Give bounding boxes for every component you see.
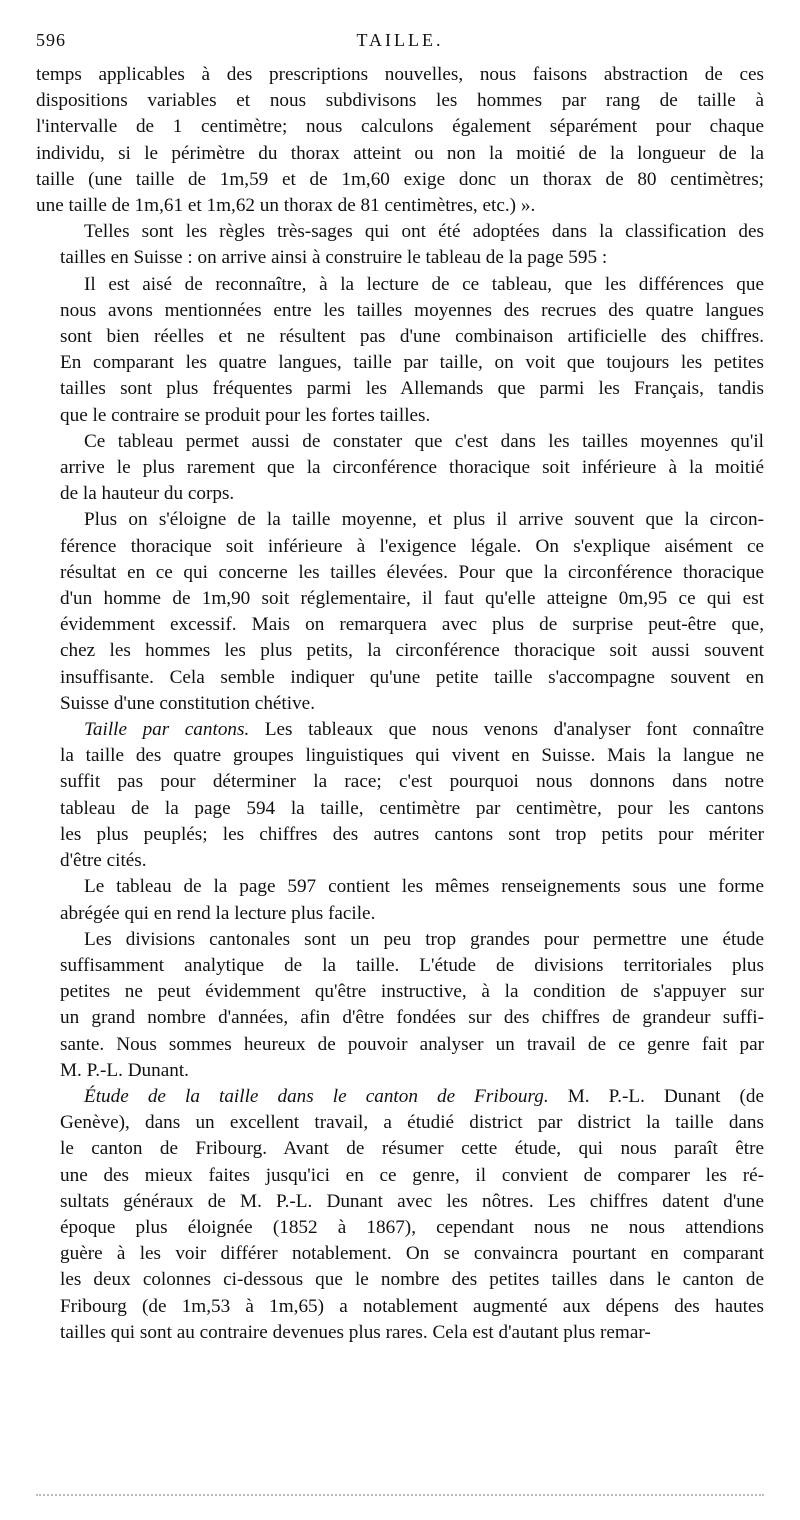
paragraph <box>36 429 764 508</box>
text-line: dispositions variables et nous subdivisons les hommes par rang de taille à <box>36 90 764 112</box>
text-line: un grand nombre d'années, afin d'être fondées sur des chiffres de grandeur suffi- <box>60 1007 764 1029</box>
text-line <box>36 717 764 743</box>
text-line: sont bien réelles et ne résultent pas d'une combinaison artificielle des chiffres. <box>60 326 764 348</box>
text-line: une taille de 1m,61 et 1m,62 un thorax de 81 centimètres, etc.) ». <box>36 195 536 217</box>
text-line: tailles qui sont au contraire devenues plus rares. Cela est d'autant plus remar- <box>60 1321 651 1343</box>
paragraph <box>36 717 764 874</box>
text-line: petites ne peut évidemment qu'être instructive, à la condition de s'appuyer sur <box>60 981 764 1003</box>
body-text <box>36 62 764 1346</box>
text-line: sante. Nous sommes heureux de pouvoir analyser un travail de ce genre fait par <box>60 1033 764 1055</box>
text-line: résultat en ce qui concerne les tailles élevées. Pour que la circonférence thoracique <box>60 561 764 583</box>
paragraph <box>36 1084 764 1346</box>
text-line: d'être cités. <box>60 850 147 872</box>
text-line: Genève), dans un excellent travail, a étudié district par district la taille dans <box>60 1112 764 1134</box>
paragraph <box>36 272 764 429</box>
text-line: Fribourg (de 1m,53 à 1m,65) a notablement augmenté aux dépens des hautes <box>60 1295 764 1317</box>
text-line: les deux colonnes ci-dessous que le nombre des petites tailles dans le canton de <box>60 1269 764 1291</box>
text-line: tableau de la page 594 la taille, centimètre par centimètre, pour les cantons <box>60 797 764 819</box>
text-line: suffisamment analytique de la taille. L'étude de divisions territoriales plus <box>60 954 764 976</box>
text-line: insuffisante. Cela semble indiquer qu'une petite taille s'accompagne souvent en <box>60 666 764 688</box>
paragraph <box>36 507 764 717</box>
text-line: Les divisions cantonales sont un peu trop grandes pour permettre une étude <box>84 928 764 950</box>
text-line: Il est aisé de reconnaître, à la lecture de ce tableau, que les différences que <box>84 273 764 295</box>
text-line: taille (une taille de 1m,59 et de 1m,60 exige donc un thorax de 80 centimètres; <box>36 168 764 190</box>
text-line: férence thoracique soit inférieure à l'exigence légale. On s'explique aisément ce <box>60 535 764 557</box>
text-line: chez les hommes les plus petits, la circonférence thoracique soit aussi souvent <box>60 640 764 662</box>
text-line: individu, si le périmètre du thorax atteint ou non la moitié de la longueur de la <box>36 142 764 164</box>
text-line: Ce tableau permet aussi de constater que c'est dans les tailles moyennes qu'il <box>84 430 764 452</box>
inline-heading: Taille par cantons. <box>84 719 250 741</box>
text-line: M. P.-L. Dunant. <box>60 1059 189 1081</box>
text-line: l'intervalle de 1 centimètre; nous calculons également séparément pour chaque <box>36 116 764 138</box>
text-line-rest: Les tableaux que nous venons d'analyser font connaître <box>249 719 764 741</box>
text-line: guère à les voir différer notablement. On se convaincra pourtant en comparant <box>60 1243 764 1265</box>
text-line: Suisse d'une constitution chétive. <box>60 692 315 714</box>
paragraph <box>36 927 764 1084</box>
text-line: sultats généraux de M. P.-L. Dunant avec les nôtres. Les chiffres datent d'une <box>60 1190 764 1212</box>
text-line: tailles en Suisse : on arrive ainsi à construire le tableau de la page 595 : <box>60 247 608 269</box>
text-line: une des mieux faites jusqu'ici en ce genre, il convient de comparer les ré- <box>60 1164 764 1186</box>
text-line: la taille des quatre groupes linguistiques qui vivent en Suisse. Mais la langue ne <box>60 745 764 767</box>
text-line: abrégée qui en rend la lecture plus facile. <box>60 902 376 924</box>
running-title: TAILLE. <box>356 30 444 50</box>
text-line: le canton de Fribourg. Avant de résumer cette étude, qui nous paraît être <box>60 1138 764 1160</box>
text-line: nous avons mentionnées entre les tailles moyennes des recrues des quatre langues <box>60 299 764 321</box>
page-header <box>36 30 764 54</box>
text-line: de la hauteur du corps. <box>60 483 235 505</box>
page-number: 596 <box>36 30 66 50</box>
text-line: arrive le plus rarement que la circonférence thoracique soit inférieure à la moitié <box>60 457 764 479</box>
text-line: En comparant les quatre langues, taille par taille, on voit que toujours les petites <box>60 352 764 374</box>
paragraph <box>36 62 764 219</box>
page-bottom-marks <box>36 1494 764 1500</box>
text-line <box>36 1084 764 1110</box>
text-line-rest: M. P.-L. Dunant (de <box>548 1085 764 1107</box>
text-line: les plus peuplés; les chiffres des autres cantons sont trop petits pour mériter <box>60 823 764 845</box>
text-line: que le contraire se produit pour les fortes tailles. <box>60 404 431 426</box>
text-line: Plus on s'éloigne de la taille moyenne, et plus il arrive souvent que la circon- <box>84 509 764 531</box>
text-line: temps applicables à des prescriptions nouvelles, nous faisons abstraction de ces <box>36 64 764 85</box>
paragraph <box>36 874 764 926</box>
text-line: tailles sont plus fréquentes parmi les Allemands que parmi les Français, tandis <box>60 378 764 400</box>
text-line: époque plus éloignée (1852 à 1867), cependant nous ne nous attendions <box>60 1216 764 1238</box>
paragraph <box>36 219 764 271</box>
inline-heading: Étude de la taille dans le canton de Fribourg. <box>84 1085 549 1107</box>
text-line: Telles sont les règles très-sages qui ont été adoptées dans la classification des <box>84 221 764 243</box>
text-line: suffit pas pour déterminer la race; c'est pourquoi nous donnons dans notre <box>60 771 764 793</box>
text-line: Le tableau de la page 597 contient les mêmes renseignements sous une forme <box>84 876 764 898</box>
text-line: d'un homme de 1m,90 soit réglementaire, il faut qu'elle atteigne 0m,95 ce qui est <box>60 588 764 610</box>
text-line: évidemment excessif. Mais on remarquera avec plus de surprise peut-être que, <box>60 614 764 636</box>
